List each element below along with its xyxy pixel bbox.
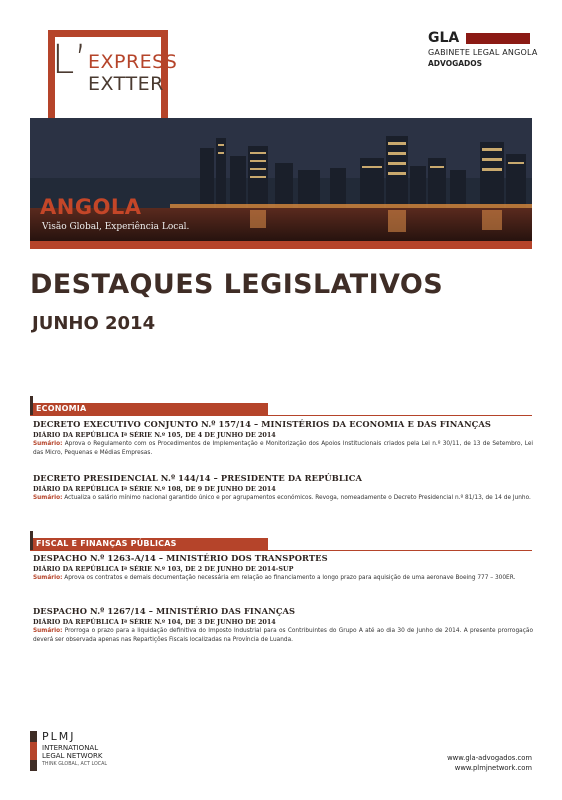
section-rule <box>30 550 532 551</box>
section-header-economia <box>30 403 268 415</box>
logo-extter-text: EXTTER <box>88 73 164 95</box>
footer-link-gla[interactable]: www.gla-advogados.com <box>447 754 532 762</box>
item-summary <box>33 574 533 583</box>
item-title: DECRETO PRESIDENCIAL N.º 144/14 – PRESIDENTE DA REPÚBLICA <box>33 473 363 483</box>
plmj-tagline: THINK GLOBAL, ACT LOCAL <box>42 762 108 767</box>
item-summary <box>33 627 533 644</box>
footer-link-plmj[interactable]: www.plmjnetwork.com <box>454 764 532 772</box>
document-period: JUNHO 2014 <box>32 313 156 334</box>
section-rule <box>30 415 532 416</box>
section-header-fiscal <box>30 538 268 550</box>
legislation-item <box>33 553 533 583</box>
plmj-brand: PLMJ <box>42 730 76 743</box>
item-summary <box>33 440 533 457</box>
item-title: DESPACHO N.º 1267/14 – MINISTÉRIO DAS FINANÇAS <box>33 606 296 616</box>
summary-text: Prorroga o prazo para a liquidação definitiva do Imposto Industrial para os Contribuintes do Grupo A até ao dia 30 de Junho de 2014. A presente prorrogação deverá ser observada apenas nas Repartições Fiscais localizadas na Província de Luanda. <box>33 628 533 643</box>
summary-label: Sumário: <box>33 495 63 501</box>
summary-text: Aprova os contratos e demais documentação necessária em relação ao financiamento a longo prazo para aquisição de uma aeronave Boeing 777 – 300ER. <box>64 575 516 581</box>
gla-logo-abbr: GLA <box>428 30 460 46</box>
gla-firm-subtitle: ADVOGADOS <box>428 59 483 68</box>
section-label: FISCAL E FINANÇAS PÚBLICAS <box>36 539 177 548</box>
item-journal: DIÁRIO DA REPÚBLICA Iª SÉRIE N.º 105, DE 4 DE JUNHO DE 2014 <box>33 431 276 439</box>
banner-tagline: Visão Global, Experiência Local. <box>42 222 190 232</box>
summary-text: Actualiza o salário mínimo nacional garantido único e por agrupamentos económicos. Revoga, nomeadamente o Decreto Presidencial n.º 81/13, de 14 de Junho. <box>64 495 531 501</box>
item-summary <box>33 494 533 503</box>
legislation-item <box>33 419 533 457</box>
summary-label: Sumário: <box>33 628 63 634</box>
document-title: DESTAQUES LEGISLATIVOS <box>30 269 444 300</box>
plmj-line1: INTERNATIONAL <box>42 744 99 752</box>
legislation-item <box>33 606 533 644</box>
item-title: DESPACHO N.º 1263-A/14 – MINISTÉRIO DOS TRANSPORTES <box>33 553 328 563</box>
summary-text: Aprova o Regulamento com os Procedimentos de Implementação e Monitorização dos Apoios Institucionais criados pela Lei n.º 30/11, de 13 de Setembro, Lei das Micro, Pequenas e Médias Empresas. <box>33 441 533 456</box>
summary-label: Sumário: <box>33 575 63 581</box>
section-label: ECONOMIA <box>36 404 87 413</box>
gla-logo-bar <box>466 33 530 44</box>
item-journal: DIÁRIO DA REPÚBLICA Iª SÉRIE N.º 104, DE 3 DE JUNHO DE 2014 <box>33 618 276 626</box>
banner-title: ANGOLA <box>40 195 142 219</box>
plmj-line2: LEGAL NETWORK <box>42 752 103 760</box>
banner-accent-strip <box>30 241 532 249</box>
summary-label: Sumário: <box>33 441 63 447</box>
plmj-logo-accent <box>30 742 37 760</box>
gla-firm-name: GABINETE LEGAL ANGOLA <box>428 48 538 57</box>
logo-express-text: EXPRESS <box>88 51 178 73</box>
logo-mark: L’ <box>52 37 87 83</box>
item-title: DECRETO EXECUTIVO CONJUNTO N.º 157/14 – MINISTÉRIOS DA ECONOMIA E DAS FINANÇAS <box>33 419 491 429</box>
legislation-item <box>33 473 533 503</box>
item-journal: DIÁRIO DA REPÚBLICA Iª SÉRIE N.º 108, DE 9 DE JUNHO DE 2014 <box>33 485 276 493</box>
item-journal: DIÁRIO DA REPÚBLICA Iª SÉRIE N.º 103, DE 2 DE JUNHO DE 2014-SUP <box>33 565 294 573</box>
